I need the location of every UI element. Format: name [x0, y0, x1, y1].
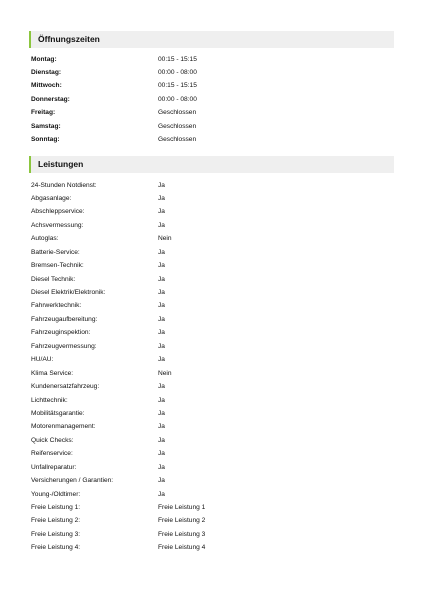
opening-hours-row: [31, 53, 391, 66]
row-value: Ja: [158, 289, 165, 296]
service-row: [31, 232, 391, 245]
row-value: Ja: [158, 262, 165, 270]
row-label: Reifenservice:: [31, 450, 73, 458]
row-value: Ja: [158, 302, 165, 310]
service-row: [31, 259, 391, 272]
row-label: Young-/Oldtimer:: [31, 490, 81, 498]
opening-hours-row: [31, 120, 391, 133]
row-value: Freie Leistung 4: [158, 544, 206, 552]
services-header: [29, 156, 394, 173]
row-value: Freie Leistung 2: [158, 517, 206, 525]
opening-hours-row: [31, 79, 391, 92]
row-value: Ja: [158, 275, 165, 283]
opening-hours-header: [29, 31, 394, 48]
service-row: [31, 273, 391, 286]
row-label: 24-Stunden Notdienst:: [31, 181, 97, 189]
row-value: Ja: [158, 194, 165, 202]
row-label: Montag:: [31, 55, 57, 63]
row-value: Ja: [158, 490, 165, 498]
row-label: Abschleppservice:: [31, 208, 85, 216]
service-row: [31, 326, 391, 339]
row-label: Unfallreparatur:: [31, 463, 77, 471]
row-value: Freie Leistung 3: [158, 530, 206, 538]
row-label: Samstag:: [31, 122, 61, 130]
row-value: Freie Leistung 1: [158, 504, 206, 511]
row-value: 00:15 - 15:15: [158, 82, 197, 90]
service-row: [31, 407, 391, 420]
row-label: Motorenmanagement:: [31, 423, 96, 431]
opening-hours-row: [31, 106, 391, 119]
row-value: Ja: [158, 248, 165, 256]
opening-hours-row: [31, 133, 391, 146]
service-row: [31, 420, 391, 433]
row-value: Ja: [158, 329, 165, 337]
row-value: Nein: [158, 369, 172, 377]
row-label: Mittwoch:: [31, 82, 62, 90]
service-row: [31, 205, 391, 218]
opening-hours-row: [31, 66, 391, 79]
row-label: Fahrwerktechnik:: [31, 302, 82, 310]
services-list: [31, 179, 391, 555]
row-label: Autoglas:: [31, 235, 59, 243]
service-row: [31, 192, 391, 205]
row-value: Ja: [158, 436, 165, 444]
row-value: Ja: [158, 477, 165, 485]
row-value: Ja: [158, 221, 165, 229]
row-value: Ja: [158, 342, 165, 350]
row-label: Fahrzeugvermessung:: [31, 342, 97, 350]
service-row: [31, 353, 391, 366]
row-value: Geschlossen: [158, 109, 197, 117]
services-title: Leistungen: [38, 159, 84, 169]
row-label: Mobilitätsgarantie:: [31, 409, 85, 417]
service-row: [31, 299, 391, 312]
service-row: [31, 474, 391, 487]
row-value: Geschlossen: [158, 136, 197, 144]
row-value: Nein: [158, 235, 172, 243]
opening-hours-row: [31, 93, 391, 106]
service-row: [31, 179, 391, 192]
row-value: Ja: [158, 450, 165, 458]
row-label: Diesel Technik:: [31, 275, 76, 283]
row-label: Versicherungen / Garantien:: [31, 477, 114, 485]
service-row: [31, 447, 391, 460]
row-value: Ja: [158, 208, 165, 216]
row-value: Ja: [158, 423, 165, 431]
service-row: [31, 246, 391, 259]
service-row: [31, 286, 391, 299]
row-label: Sonntag:: [31, 136, 60, 144]
row-label: Freie Leistung 1:: [31, 504, 81, 511]
service-row: [31, 219, 391, 232]
row-label: Freie Leistung 4:: [31, 544, 81, 552]
row-value: 00:15 - 15:15: [158, 55, 197, 63]
row-label: Fahrzeugaufbereitung:: [31, 315, 98, 323]
service-row: [31, 528, 391, 541]
service-row: [31, 488, 391, 501]
row-value: Geschlossen: [158, 122, 197, 130]
row-value: Ja: [158, 356, 165, 364]
row-label: Freitag:: [31, 109, 56, 117]
row-value: Ja: [158, 396, 165, 404]
row-value: 00:00 - 08:00: [158, 95, 197, 103]
row-label: Donnerstag:: [31, 95, 70, 103]
row-label: Achsvermessung:: [31, 221, 84, 229]
row-label: Kundenersatzfahrzeug:: [31, 383, 100, 391]
service-row: [31, 434, 391, 447]
row-label: Abgasanlage:: [31, 194, 72, 202]
row-label: Quick Checks:: [31, 436, 74, 444]
row-label: Lichttechnik:: [31, 396, 68, 404]
opening-hours-title: Öffnungszeiten: [38, 34, 100, 44]
row-label: Freie Leistung 3:: [31, 530, 81, 538]
row-label: Freie Leistung 2:: [31, 517, 81, 525]
service-row: [31, 380, 391, 393]
row-value: Ja: [158, 463, 165, 471]
service-row: [31, 313, 391, 326]
service-row: [31, 461, 391, 474]
service-row: [31, 367, 391, 380]
row-value: 00:00 - 08:00: [158, 68, 197, 76]
row-label: Diesel Elektrik/Elektronik:: [31, 289, 106, 296]
row-label: Batterie-Service:: [31, 248, 80, 256]
row-label: Dienstag:: [31, 68, 62, 76]
row-value: Ja: [158, 383, 165, 391]
row-value: Ja: [158, 409, 165, 417]
row-label: Klima Service:: [31, 369, 74, 377]
row-value: Ja: [158, 181, 165, 189]
row-label: Bremsen-Technik:: [31, 262, 84, 270]
row-label: HU/AU:: [31, 356, 54, 364]
service-row: [31, 541, 391, 554]
service-row: [31, 340, 391, 353]
service-row: [31, 514, 391, 527]
service-row: [31, 394, 391, 407]
row-value: Ja: [158, 315, 165, 323]
service-row: [31, 501, 391, 514]
opening-hours-list: [31, 53, 391, 147]
row-label: Fahrzeuginspektion:: [31, 329, 91, 337]
